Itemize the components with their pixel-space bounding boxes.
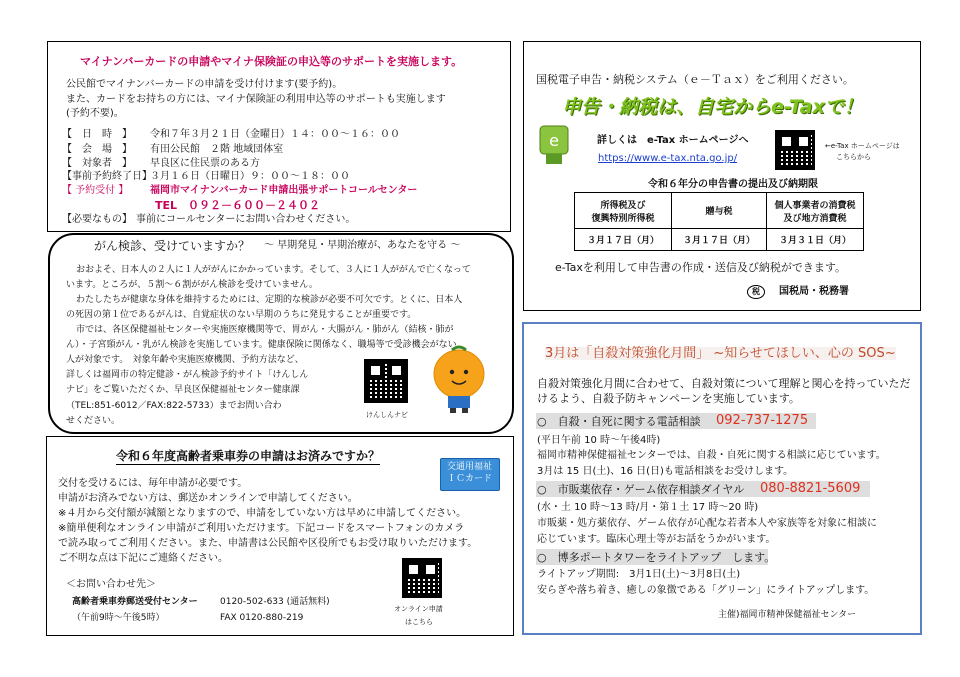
mynumber-row-label: 【事前予約終了日】 <box>62 171 152 182</box>
cancer-text: 市では、各区保健福祉センターや実施医療機関等で、胃がん・大腸がん・肺がん（結核・肺が <box>76 325 454 335</box>
mynumber-row-label: 【 日 時 】 <box>62 129 132 140</box>
deadline-date: ３月１７日（月） <box>672 229 767 251</box>
cancer-text: （TEL:851-6012／FAX:822-5733）までお問い合わ <box>66 401 282 411</box>
phone-consult-label: ○ 自殺・自死に関する電話相談 <box>537 415 701 428</box>
suicide-intro: 自殺対策強化月間に合わせて、自殺対策について理解と関心を持っていただ <box>537 377 911 390</box>
needs-value: 事前にコールセンターにお問い合わせください。 <box>136 214 356 225</box>
mynumber-intro: (予約不要)。 <box>66 108 124 119</box>
etax-footer: e-Taxを利用して申告書の作成・送信及び納税ができます。 <box>555 261 846 274</box>
kenshin-navi-qr[interactable] <box>364 359 408 403</box>
phone-consult-desc: 3月は 15 日(土)、16 日(日)も電話相談をお受けします。 <box>537 466 794 477</box>
mynumber-row-value: 有田公民館 ２階 地域団体室 <box>150 144 284 155</box>
deadline-table <box>574 192 864 251</box>
ic-card-label: ＩＣカード <box>447 474 493 484</box>
mynumber-intro: 公民館でマイナンバーカードの申請を受け付けます(要予約)。 <box>66 79 343 90</box>
mascot-icon <box>428 344 490 414</box>
deadline-col-income: 所得税及び 復興特別所得税 <box>575 193 672 229</box>
etax-url[interactable]: https://www.e-tax.nta.go.jp/ <box>598 153 738 164</box>
cancer-text: せください。 <box>66 416 121 426</box>
contact-heading: ＜お問い合わせ先＞ <box>66 579 156 590</box>
ticket-text: 交付を受けるには、毎年申請が必要です。 <box>58 478 248 489</box>
ticket-text: で読み取ってご利用ください。また、申請書は公民館や区役所でもお受け取りいただけます。 <box>58 538 478 549</box>
mynumber-row-value: 早良区に住民票のある方 <box>150 158 260 169</box>
lightup-desc: 安らぎや落ち着き、癒しの象徴である「グリーン」にライトアップします。 <box>537 585 875 596</box>
cancer-text: 詳しくは福岡市の特定健診・がん検診予約サイト「けんしん <box>66 370 309 380</box>
addiction-consult-hours: (水・土 10 時～13 時/月・第１土 17 時～20 時) <box>537 502 759 513</box>
deadline-col-consumption: 個人事業者の消費税 及び地方消費税 <box>767 193 864 229</box>
ticket-text: 申請がお済みでない方は、郵送かオンラインで申請してください。 <box>58 493 358 504</box>
lightup-label: ○ 博多ポートタワーをライトアップ します。 <box>537 551 776 564</box>
cancer-title: がん検診、受けていますか？ <box>94 239 251 253</box>
center-tel[interactable]: 0120-502-633 (通話無料) <box>220 597 330 607</box>
addiction-consult-tel[interactable]: 080-8821-5609 <box>760 481 861 496</box>
mynumber-row-label: 【 対象者 】 <box>62 158 132 169</box>
cancer-text: います。ところが、５割～６割ががん検診を受けていません。 <box>66 280 318 290</box>
reserve-tel[interactable]: TEL ０９２－６００－２４０２ <box>155 199 321 212</box>
ic-card-image <box>440 458 500 491</box>
ticket-text: ご不明な点は下記にご連絡ください。 <box>58 553 228 564</box>
reserve-value: 福岡市マイナンバーカード申請出張サポートコールセンター <box>150 185 418 196</box>
ticket-text: ※４月から交付額が減額となりますので、申請をしていない方は早めに申請してください。 <box>58 508 467 519</box>
mynumber-row-value: ３月１６日（日曜日）９：００～１８：００ <box>150 171 350 182</box>
svg-text:e: e <box>549 131 559 150</box>
etax-banner: 申告・納税は、自宅からe-Taxで！ <box>562 96 863 118</box>
cancer-text: おおよそ、日本人の２人に１人ががんにかかっています。そして、３人に１人ががんで亡くなって <box>76 265 471 275</box>
reserve-label: 【 予約受付 】 <box>62 185 129 196</box>
needs-label: 【必要なもの】 <box>62 214 132 225</box>
phone-consult-desc: 福岡市精神保健福祉センターでは、自殺・自死に関する相談に応じています。 <box>537 450 886 461</box>
deadline-table-title: 令和６年分の申告書の提出及び納期限 <box>648 179 818 190</box>
phone-consult-hours: (平日午前 10 時～午後4時) <box>537 435 661 446</box>
center-fax: FAX 0120-880-219 <box>220 613 304 623</box>
ticket-text: ※簡単便利なオンライン申請がご利用いただけます。下記コードをスマートフォンのカメラ <box>58 523 465 534</box>
deadline-date: ３月１７日（月） <box>575 229 672 251</box>
etax-title: 国税電子申告・納税システム（ｅ－Ｔａｘ）をご利用ください。 <box>536 73 854 86</box>
kenshin-navi-caption: けんしんナビ <box>366 411 408 419</box>
cancer-text: の死因の第１位であるがんは、自覚症状のない早期のうちに発見することが重要です。 <box>66 310 417 320</box>
phone-consult-tel[interactable]: 092-737-1275 <box>716 413 809 428</box>
suicide-title: 3月は「自殺対策強化月間」 ~知らせてほしい、心の SOS~ <box>545 346 896 361</box>
deadline-date: ３月３１日（月） <box>767 229 864 251</box>
lightup-period: ライトアップ期間: 3月1日(土)～3月8日(土) <box>537 569 741 580</box>
mynumber-row-value: 令和７年３月２１日（金曜日）１４：００～１６：００ <box>150 129 400 140</box>
mynumber-row-label: 【 会 場 】 <box>62 144 132 155</box>
tax-office-logo: 税 <box>747 285 765 299</box>
online-apply-caption: オンライン申請 <box>394 605 443 613</box>
etax-qr-note: ←e-Tax ホームページは <box>825 142 900 150</box>
etax-character-icon <box>536 124 572 166</box>
cancer-text: 人が対象です。 対象年齢や実施医療機関、予約方法など、 <box>66 355 304 365</box>
addiction-consult-desc: 応じています。臨床心理士等がお話をうかがいます。 <box>537 534 776 545</box>
ic-card-label: 交通用福祉 <box>447 462 493 472</box>
online-apply-caption: はこちら <box>405 618 433 626</box>
addiction-consult-desc: 市販薬・処方薬依存、ゲーム依存が心配な若者本人や家族等を対象に相談に <box>537 518 877 529</box>
mynumber-title: マイナンバーカードの申請やマイナ保険証の申込等のサポートを実施します。 <box>80 55 463 68</box>
cancer-text: わたしたちが健康な身体を維持するためには、定期的な検診が必要不可欠です。とくに、日本人 <box>76 295 463 305</box>
etax-qr-note: こちらから <box>836 153 871 161</box>
suicide-intro: けるよう、自殺予防キャンペーンを実施しています。 <box>537 392 800 405</box>
online-apply-qr[interactable] <box>402 558 442 598</box>
mynumber-intro: また、カードをお持ちの方には、マイナ保険証の利用申込等のサポートも実施します <box>66 94 446 105</box>
cancer-subtitle: ～ 早期発見・早期治療が、あなたを守る ～ <box>264 240 461 251</box>
center-name: 高齢者乗車券郵送受付センター <box>72 597 198 607</box>
suicide-sponsor: 主催)福岡市精神保健福祉センター <box>718 610 857 620</box>
cancer-text: ん）・子宮頸がん・乳がん検診を実施しています。健康保険に関係なく、職場等で受診機会がない <box>66 340 457 350</box>
addiction-consult-label: ○ 市販薬依存・ゲーム依存相談ダイヤル <box>537 483 745 496</box>
ticket-title: 令和６年度高齢者乗車券の申請はお済みですか？ <box>116 449 381 463</box>
etax-detail: 詳しくは e-Tax ホームページへ <box>597 135 749 146</box>
deadline-col-gift: 贈与税 <box>672 193 767 229</box>
etax-org: 国税局・税務署 <box>779 286 849 297</box>
etax-qr[interactable] <box>775 130 815 170</box>
cancer-text: ナビ」をご覧いただくか、早良区保健福祉センター健康課 <box>66 385 300 395</box>
center-hours: （午前9時～午後5時） <box>72 613 165 623</box>
